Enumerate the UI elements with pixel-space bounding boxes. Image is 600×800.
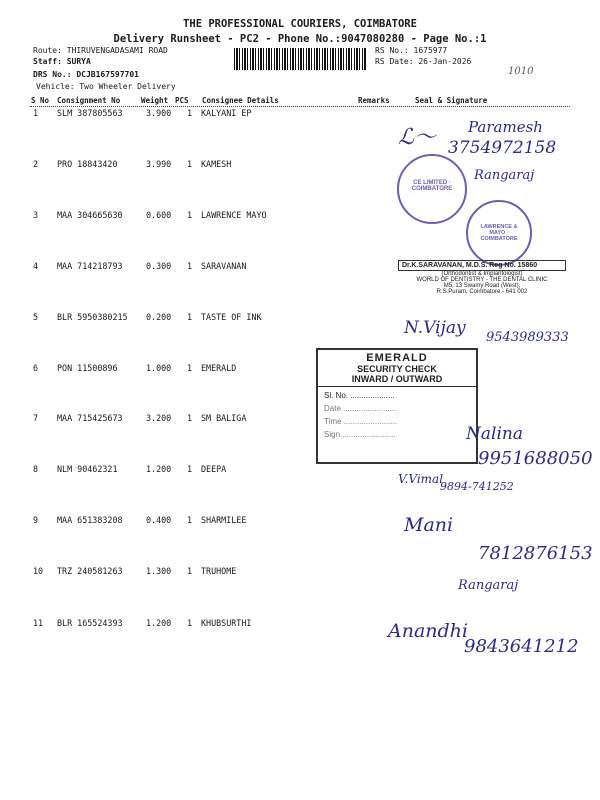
handwritten-phone-row11: 9843641212: [464, 636, 579, 657]
col-consignment: Consignment No: [57, 96, 121, 105]
lawrence-stamp-text: LAWRENCE & MAYO · COIMBATORE: [480, 224, 518, 242]
row-sno: 7: [33, 413, 39, 423]
row-weight: 1.200: [146, 464, 172, 474]
barcode: [234, 48, 366, 70]
emerald-stamp-line2: SECURITY CHECK: [357, 364, 437, 374]
row-sno: 10: [33, 566, 44, 576]
row-consignee: SHARMILEE: [201, 515, 247, 525]
col-seal-signature: Seal & Signature: [415, 96, 488, 105]
row-sno: 4: [33, 261, 39, 271]
row-pcs: 1: [187, 159, 193, 169]
row-consignment-no: SLM 387805563: [57, 108, 123, 118]
handwritten-name-row11: Anandhi: [388, 620, 468, 642]
doctor-stamp-line2: (Orthodontist & Implantologist): [441, 271, 523, 277]
row-consignee: TASTE OF INK: [201, 312, 262, 322]
row-pcs: 1: [187, 108, 193, 118]
row-consignment-no: BLR 165524393: [57, 618, 123, 628]
handwritten-name-row7: Nalina: [466, 424, 523, 444]
handwritten-name-row10: Rangaraj: [458, 578, 519, 593]
handwritten-name-row8: V.Vimal: [398, 472, 444, 486]
row-consignee: SM BALIGA: [201, 413, 247, 423]
rs-date: RS Date: 26-Jan-2026: [375, 57, 472, 66]
handwritten-phone-row9: 7812876153: [478, 543, 593, 564]
table-row: [0, 515, 600, 535]
row-consignee: KAMESH: [201, 159, 232, 169]
emerald-security-stamp: [316, 348, 478, 464]
col-pcs: PCS: [175, 96, 189, 105]
row-consignee: KHUBSURTHI: [201, 618, 252, 628]
row-weight: 0.200: [146, 312, 172, 322]
company-round-stamp: [397, 154, 467, 224]
handwritten-name-row1: Paramesh: [468, 118, 543, 136]
emerald-field-slno: Sl. No. ....................: [324, 391, 395, 400]
runsheet-subtitle: Delivery Runsheet - PC2 - Phone No.:9047080280 - Page No.:1: [113, 33, 487, 45]
row-consignee: DEEPA: [201, 464, 227, 474]
row-sno: 3: [33, 210, 39, 220]
row-weight: 1.000: [146, 363, 172, 373]
row-weight: 1.200: [146, 618, 172, 628]
emerald-field-sign-label: Sign: [324, 430, 341, 439]
row-sno: 6: [33, 363, 39, 373]
route-label: Route: THIRUVENGADASAMI ROAD: [33, 46, 168, 55]
emerald-stamp-line3: INWARD / OUTWARD: [318, 374, 476, 387]
emerald-stamp-title: EMERALD: [366, 352, 428, 364]
row-pcs: 1: [187, 210, 193, 220]
col-sno: S No: [31, 96, 50, 105]
row-consignment-no: MAA 304665630: [57, 210, 123, 220]
doctor-stamp-line1: Dr.K.SARAVANAN, M.D.S. Reg No. 15860: [398, 260, 566, 271]
row-pcs: 1: [187, 566, 193, 576]
row-sno: 5: [33, 312, 39, 322]
row-consignment-no: NLM 90462321: [57, 464, 118, 474]
table-row: [0, 312, 600, 332]
row-consignee: EMERALD: [201, 363, 237, 373]
row-pcs: 1: [187, 515, 193, 525]
handwritten-phone-row8: 9894-741252: [440, 480, 514, 493]
row-weight: 3.900: [146, 108, 172, 118]
row-pcs: 1: [187, 413, 193, 423]
col-remarks: Remarks: [358, 96, 390, 105]
header-divider: [30, 106, 570, 107]
row-weight: 0.600: [146, 210, 172, 220]
row-consignment-no: MAA 651383208: [57, 515, 123, 525]
signature-scribble-1: ℒ〜: [398, 125, 436, 150]
emerald-field-slno-label: Sl. No.: [324, 391, 349, 400]
row-pcs: 1: [187, 312, 193, 322]
doctor-stamp-line3: WORLD OF DENTISTRY - THE DENTAL CLINIC: [416, 277, 548, 283]
drs-label: DRS No.: DCJB167597701: [33, 70, 139, 79]
table-row: [0, 618, 600, 638]
row-weight: 3.990: [146, 159, 172, 169]
row-sno: 11: [33, 618, 44, 628]
round-stamp-text: CE LIMITED · COIMBATORE: [411, 180, 453, 192]
doctor-stamp-line4: M5, 13 Swamy Road (West),: [443, 283, 521, 289]
handwritten-phone-row5: 9543989333: [486, 330, 569, 345]
vehicle-label: Vehicle: Two Wheeler Delivery: [36, 82, 176, 91]
row-consignment-no: BLR 5950380215: [57, 312, 128, 322]
handwritten-phone-row1: 3754972158: [448, 138, 557, 158]
handwritten-name-row9: Mani: [404, 514, 454, 536]
doctor-stamp-line5: R.S.Puram, Coimbatore - 641 002: [436, 289, 528, 295]
staff-label: Staff: SURYA: [33, 57, 91, 66]
col-consignee: Consignee Details: [202, 96, 279, 105]
company-title: THE PROFESSIONAL COURIERS, COIMBATORE: [183, 18, 417, 30]
row-sno: 1: [33, 108, 39, 118]
row-sno: 9: [33, 515, 39, 525]
emerald-field-sign: Sign ........................: [324, 430, 396, 439]
emerald-field-time: Time ........................: [324, 417, 398, 426]
row-consignee: LAWRENCE MAYO: [201, 210, 267, 220]
emerald-field-date: Date ........................: [324, 404, 397, 413]
handwritten-name-row5: N.Vijay: [404, 318, 466, 338]
row-pcs: 1: [187, 618, 193, 628]
row-pcs: 1: [187, 363, 193, 373]
emerald-field-time-label: Time: [324, 417, 342, 426]
row-consignment-no: PON 11500896: [57, 363, 118, 373]
row-consignee: SARAVANAN: [201, 261, 247, 271]
row-sno: 8: [33, 464, 39, 474]
row-consignment-no: PRO 18843420: [57, 159, 118, 169]
row-consignment-no: TRZ 240581263: [57, 566, 123, 576]
row-sno: 2: [33, 159, 39, 169]
row-pcs: 1: [187, 464, 193, 474]
row-consignment-no: MAA 715425673: [57, 413, 123, 423]
col-weight: Weight: [141, 96, 169, 105]
handwritten-name-row2: Rangaraj: [474, 168, 535, 183]
lawrence-mayo-stamp: [466, 200, 532, 266]
row-weight: 0.300: [146, 261, 172, 271]
row-consignee: KALYANI EP: [201, 108, 252, 118]
doctor-stamp: [398, 260, 566, 312]
row-consignment-no: MAA 714218793: [57, 261, 123, 271]
row-pcs: 1: [187, 261, 193, 271]
row-consignee: TRUHOME: [201, 566, 237, 576]
row-weight: 1.300: [146, 566, 172, 576]
emerald-field-date-label: Date: [324, 404, 341, 413]
corner-mark: 1010: [508, 66, 534, 77]
table-row: [0, 363, 600, 383]
handwritten-phone-row7: 9951688050: [478, 448, 593, 469]
rs-number: RS No.: 1675977: [375, 46, 448, 55]
row-weight: 0.400: [146, 515, 172, 525]
row-weight: 3.200: [146, 413, 172, 423]
